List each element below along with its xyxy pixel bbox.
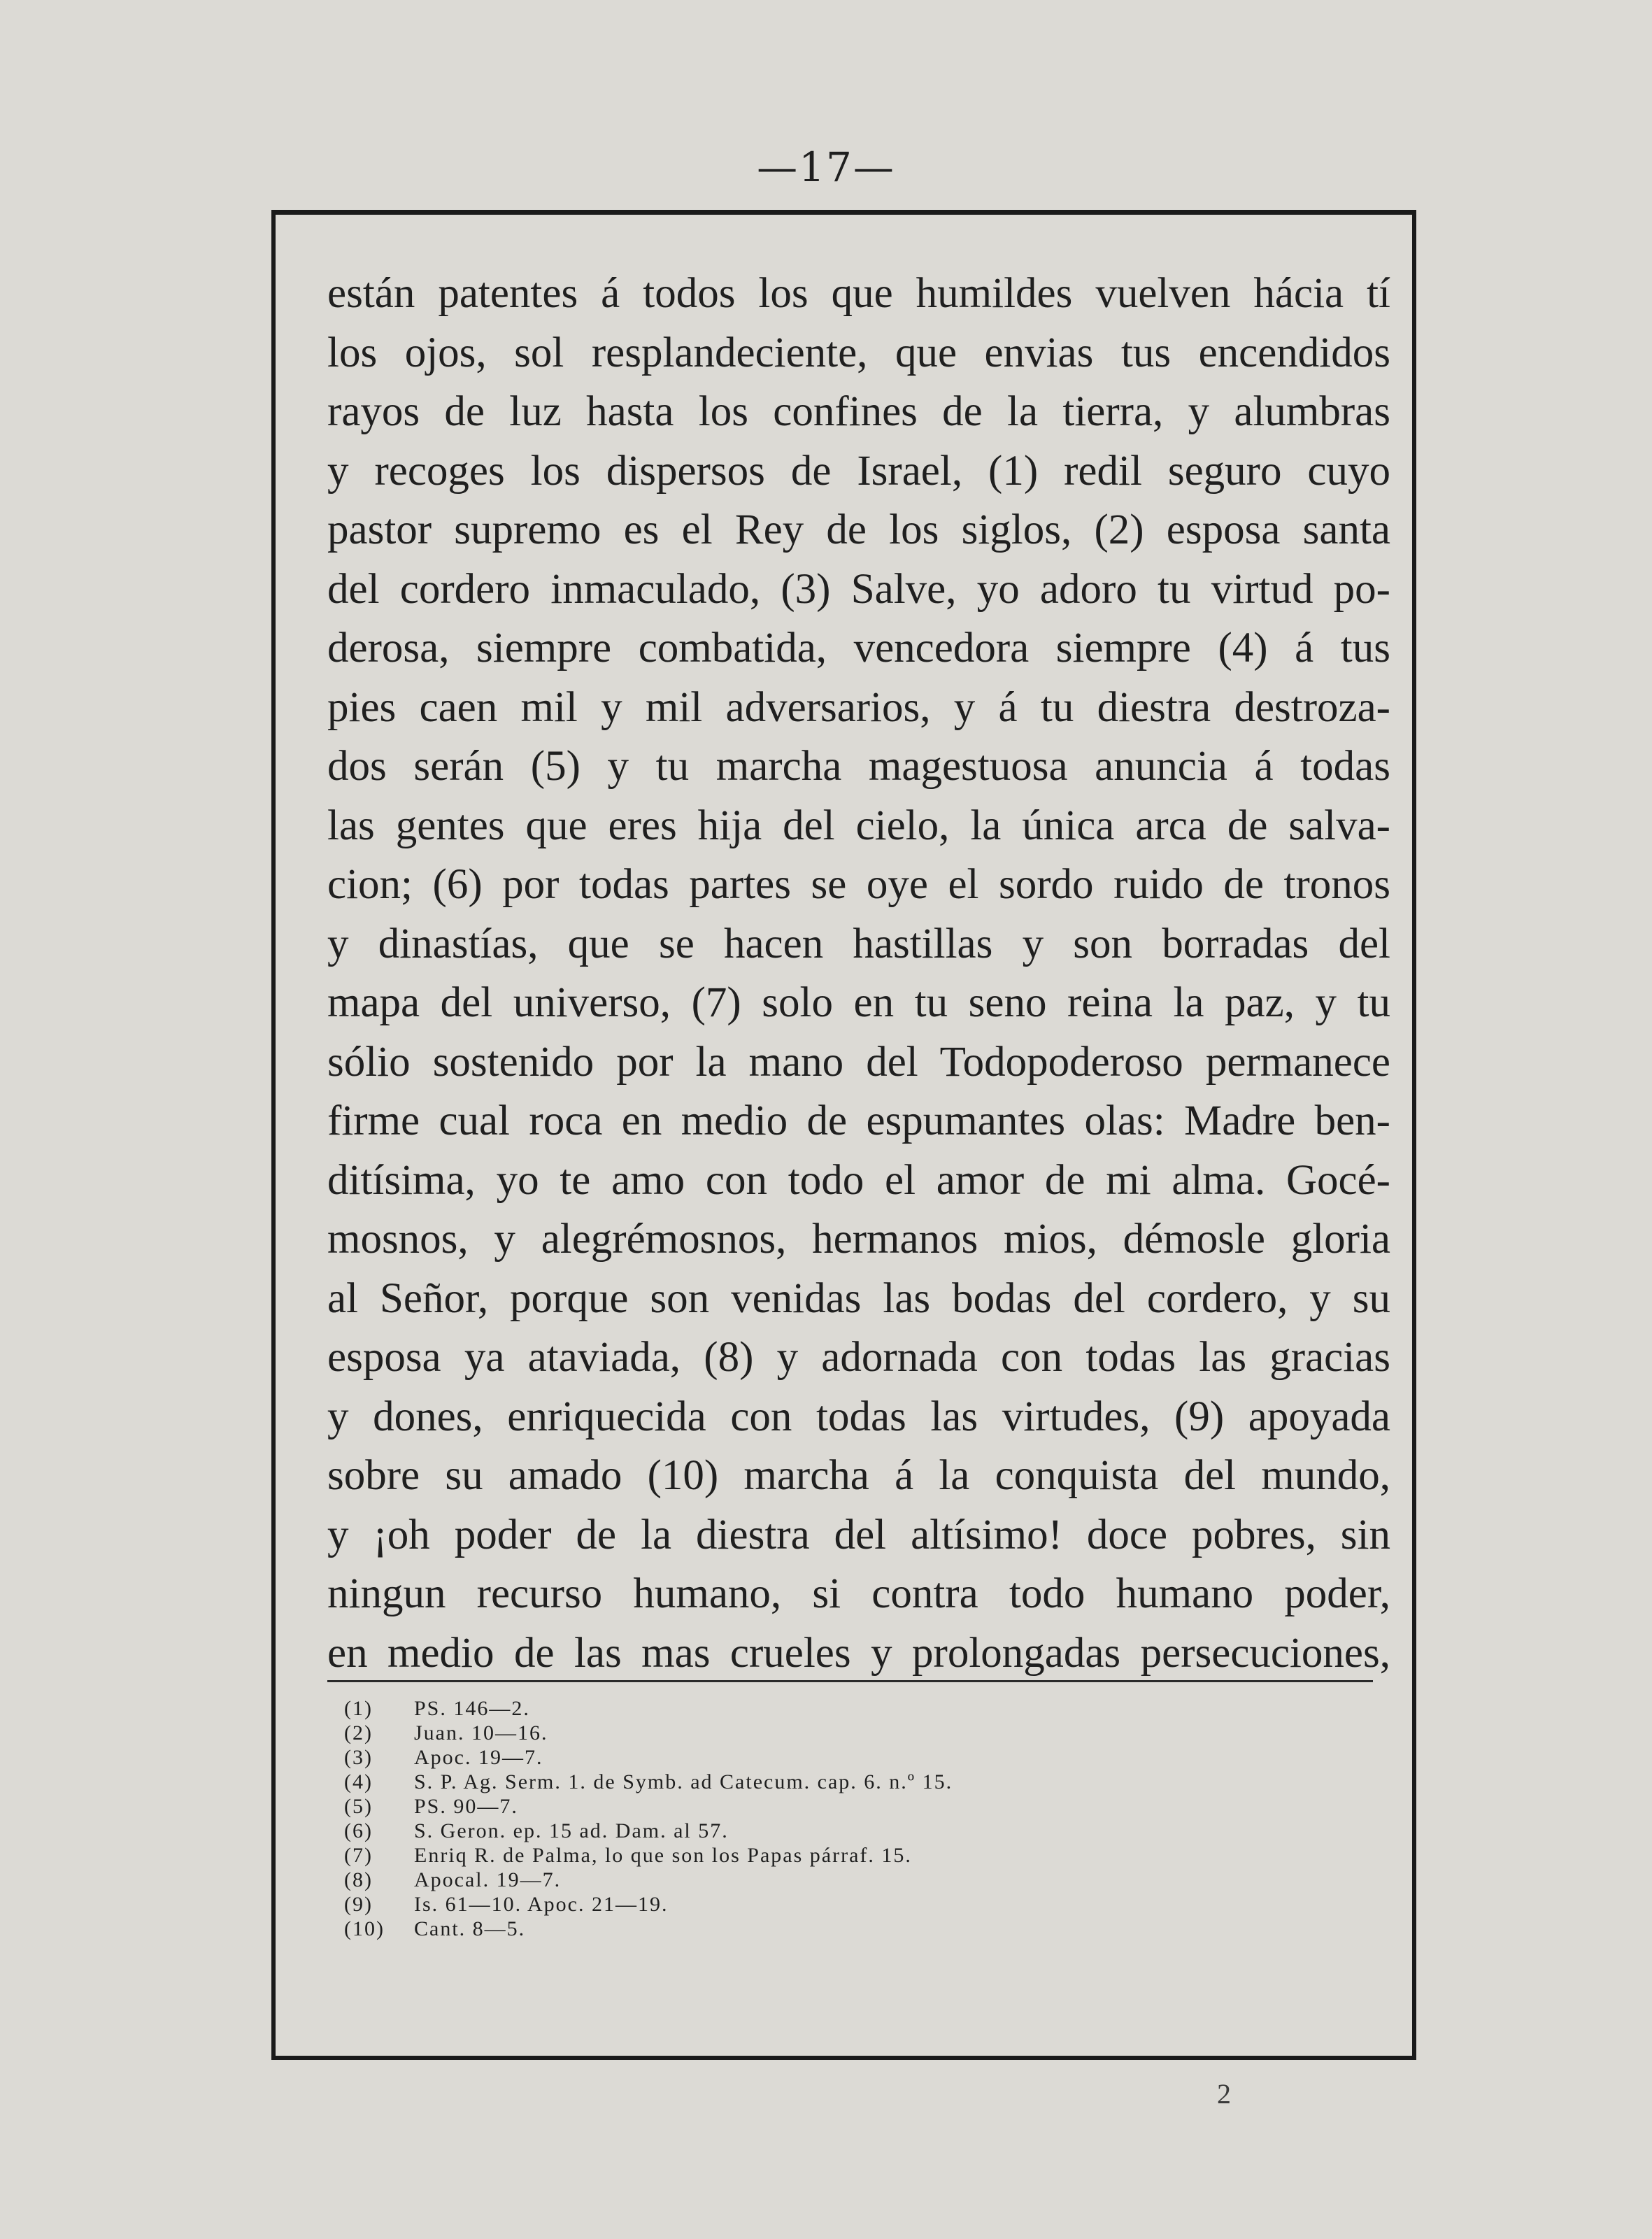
text-line: esposa ya ataviada, (8) y adornada con todas las gracias	[327, 1334, 1390, 1381]
footnote	[344, 1721, 1323, 1745]
footnote-number: (1)	[344, 1697, 373, 1720]
footnotes	[344, 1696, 1323, 1941]
text-line: mosnos, y alegrémosnos, hermanos mios, démosle gloria	[327, 1216, 1390, 1263]
text-line: derosa, siempre combatida, vencedora siempre (4) á tus	[327, 625, 1390, 671]
footnote-text: PS. 146—2.	[414, 1697, 530, 1720]
footnote-text: Enriq R. de Palma, lo que son los Papas párraf. 15.	[414, 1844, 912, 1867]
signature-mark: 2	[1217, 2078, 1231, 2110]
footnote-number: (7)	[344, 1844, 373, 1867]
text-line: en medio de las mas crueles y prolongadas persecuciones,	[327, 1629, 1390, 1677]
text-line: sobre su amado (10) marcha á la conquista del mundo,	[327, 1452, 1390, 1499]
footnote-number: (3)	[344, 1746, 373, 1769]
page-number: —17—	[757, 143, 895, 191]
footnote-text: S. P. Ag. Serm. 1. de Symb. ad Catecum. cap. 6. n.º 15.	[414, 1770, 953, 1793]
footnote	[344, 1819, 1323, 1843]
body-text	[327, 264, 1390, 1683]
footnote	[344, 1843, 1323, 1868]
footnote	[344, 1794, 1323, 1819]
text-line: pastor supremo es el Rey de los siglos, (2) esposa santa	[327, 506, 1390, 553]
text-line: y dones, enriquecida con todas las virtudes, (9) apoyada	[327, 1393, 1390, 1440]
text-line: al Señor, porque son venidas las bodas del cordero, y su	[327, 1274, 1390, 1322]
footnote-text: Is. 61—10. Apoc. 21—19.	[414, 1893, 669, 1916]
footnote-number: (2)	[344, 1721, 373, 1744]
text-line: cion; (6) por todas partes se oye el sordo ruido de tronos	[327, 861, 1390, 908]
text-line: dos serán (5) y tu marcha magestuosa anuncia á todas	[327, 743, 1390, 790]
footnote-number: (6)	[344, 1819, 373, 1842]
footnote	[344, 1868, 1323, 1892]
text-line: ningun recurso humano, si contra todo humano poder,	[327, 1570, 1390, 1617]
footnote	[344, 1917, 1323, 1941]
footnote-text: S. Geron. ep. 15 ad. Dam. al 57.	[414, 1819, 729, 1842]
footnote-number: (4)	[344, 1770, 373, 1793]
text-line: y dinastías, que se hacen hastillas y son borradas del	[327, 920, 1390, 967]
footnote-text: Apoc. 19—7.	[414, 1746, 543, 1769]
footnote	[344, 1770, 1323, 1794]
footnote-number: (5)	[344, 1795, 373, 1818]
footnote-number: (10)	[344, 1917, 385, 1940]
text-line: y recoges los dispersos de Israel, (1) redil seguro cuyo	[327, 447, 1390, 495]
text-line: ditísima, yo te amo con todo el amor de mi alma. Gocé-	[327, 1156, 1390, 1204]
footnote	[344, 1745, 1323, 1770]
text-line: y ¡oh poder de la diestra del altísimo! doce pobres, sin	[327, 1511, 1390, 1558]
text-line: sólio sostenido por la mano del Todopoderoso permanece	[327, 1038, 1390, 1086]
text-line: los ojos, sol resplandeciente, que envias tus encendidos	[327, 329, 1390, 376]
footnote-number: (9)	[344, 1893, 373, 1916]
text-line: pies caen mil y mil adversarios, y á tu diestra destroza-	[327, 683, 1390, 731]
footnote-number: (8)	[344, 1868, 373, 1891]
footnote	[344, 1892, 1323, 1917]
text-line: están patentes á todos los que humildes vuelven hácia tí	[327, 270, 1390, 317]
text-line: mapa del universo, (7) solo en tu seno reina la paz, y tu	[327, 979, 1390, 1026]
text-line: del cordero inmaculado, (3) Salve, yo adoro tu virtud po-	[327, 565, 1390, 613]
text-line: firme cual roca en medio de espumantes olas: Madre ben-	[327, 1097, 1390, 1144]
footnote	[344, 1696, 1323, 1721]
footnote-text: Cant. 8—5.	[414, 1917, 526, 1940]
footnote-text: Juan. 10—16.	[414, 1721, 548, 1744]
footnote-text: PS. 90—7.	[414, 1795, 518, 1818]
text-line: las gentes que eres hija del cielo, la única arca de salva-	[327, 802, 1390, 849]
footnote-text: Apocal. 19—7.	[414, 1868, 562, 1891]
text-line: rayos de luz hasta los confines de la tierra, y alumbras	[327, 388, 1390, 435]
footnote-divider	[327, 1680, 1373, 1682]
